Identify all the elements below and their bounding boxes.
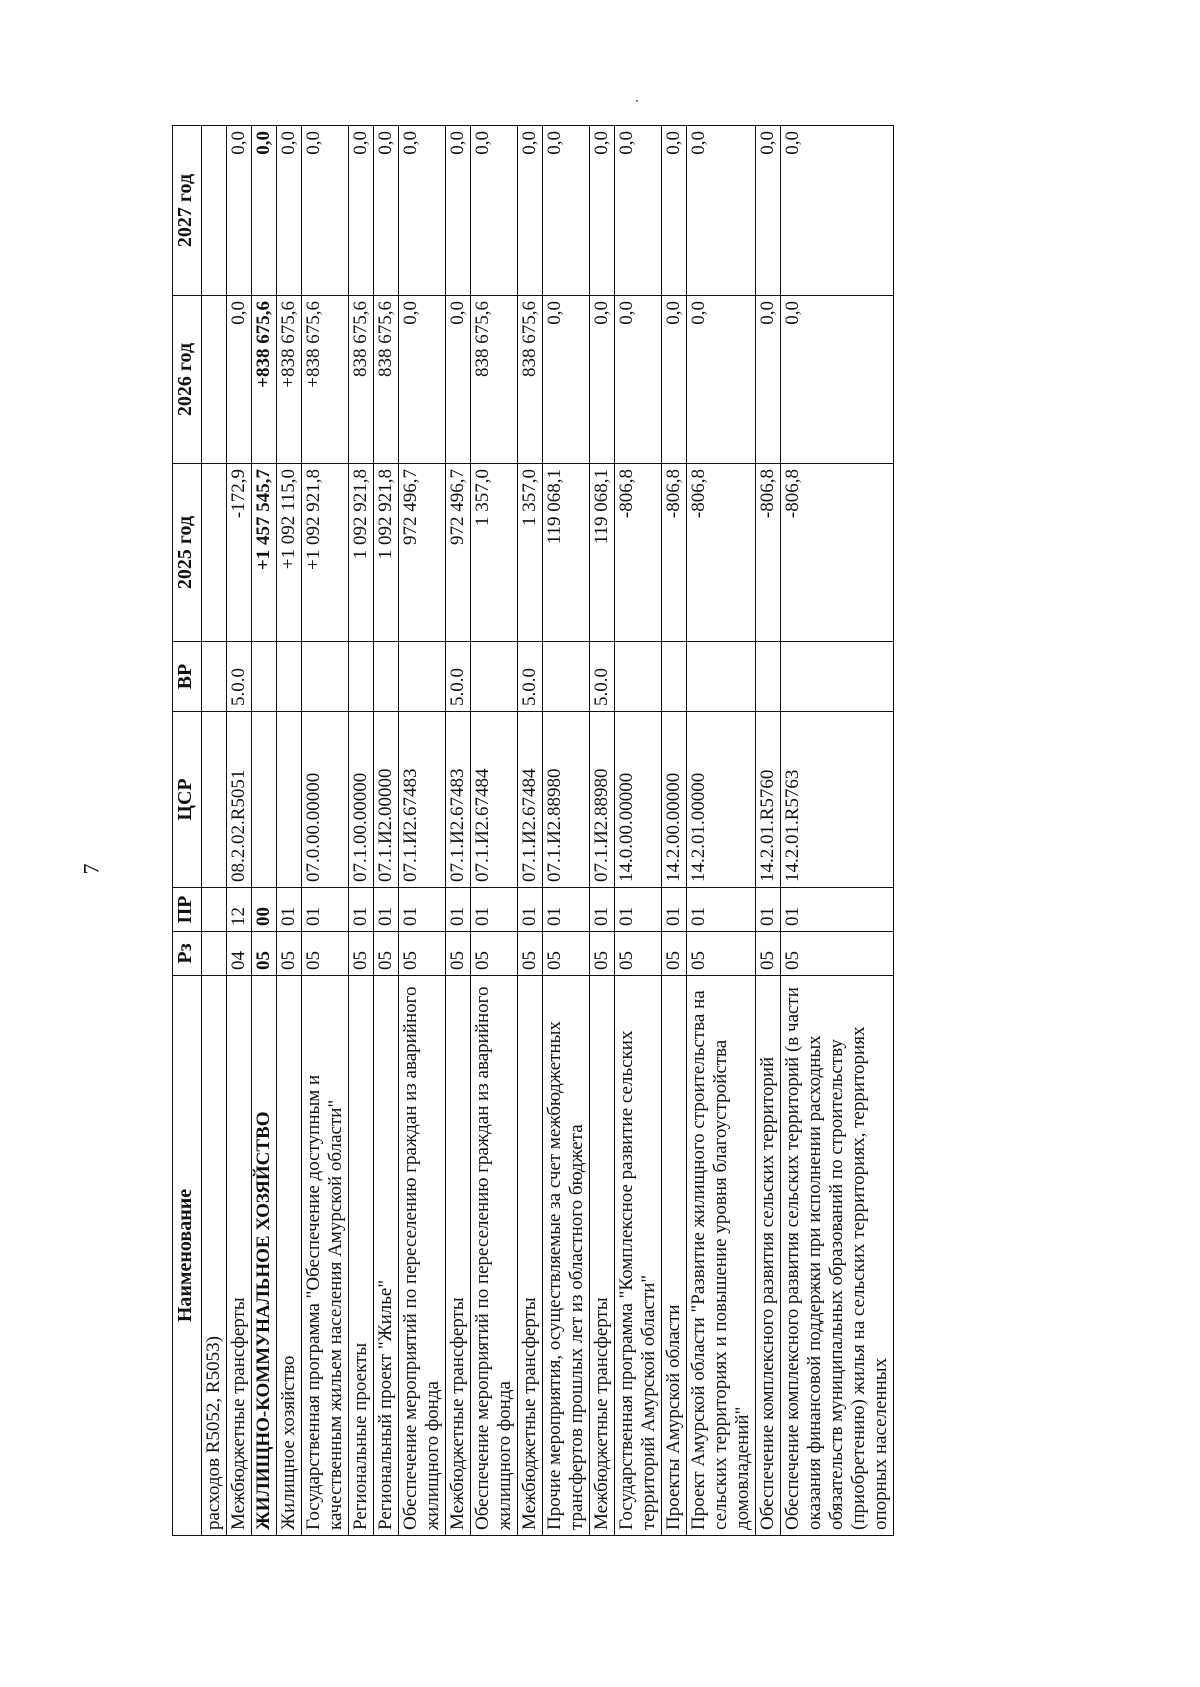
cell-name: Государственная программа "Комплексное развитие сельских территорий Амурской области" [615, 976, 662, 1536]
scan-speck [636, 100, 638, 102]
cell-rz: 05 [615, 932, 662, 976]
cell-rz: 05 [756, 932, 781, 976]
cell-2027: 0,0 [302, 126, 349, 296]
table-row [662, 126, 687, 1536]
cell-2025 [202, 464, 227, 642]
cell-vr [615, 642, 662, 712]
cell-name: Государственная программа "Обеспечение доступным и качественным жильем населения Амурской области" [302, 976, 349, 1536]
cell-rz: 05 [374, 932, 399, 976]
table-row [615, 126, 662, 1536]
cell-name: Обеспечение комплексного развития сельских территорий [756, 976, 781, 1536]
cell-2026: 0,0 [446, 296, 471, 464]
budget-table [172, 125, 894, 1536]
cell-2025: +1 092 115,0 [277, 464, 302, 642]
cell-2026: 838 675,6 [374, 296, 399, 464]
cell-vr: 5.0.0 [518, 642, 543, 712]
cell-csr [202, 712, 227, 888]
header-pr: ПР [173, 888, 202, 932]
cell-vr [756, 642, 781, 712]
table-row [399, 126, 446, 1536]
cell-vr [399, 642, 446, 712]
cell-2025: 972 496,7 [399, 464, 446, 642]
cell-2026: 838 675,6 [471, 296, 518, 464]
table-row [471, 126, 518, 1536]
cell-2026: 0,0 [756, 296, 781, 464]
cell-2026: 0,0 [543, 296, 590, 464]
cell-2025: 119 068,1 [590, 464, 615, 642]
cell-pr: 01 [399, 888, 446, 932]
cell-rz [202, 932, 227, 976]
cell-vr [471, 642, 518, 712]
table-row [781, 126, 894, 1536]
cell-name: Региональные проекты [349, 976, 374, 1536]
cell-name: Межбюджетные трансферты [590, 976, 615, 1536]
cell-2026: 838 675,6 [518, 296, 543, 464]
cell-2027: 0,0 [687, 126, 756, 296]
cell-csr: 07.1.И2.67484 [518, 712, 543, 888]
table-body [202, 126, 894, 1536]
header-2027: 2027 год [173, 126, 202, 296]
cell-name: Проект Амурской области "Развитие жилищного строительства на сельских территориях и повышение уровня благоустройства домовладений" [687, 976, 756, 1536]
cell-csr: 07.1.И2.88980 [590, 712, 615, 888]
cell-rz: 05 [446, 932, 471, 976]
cell-name: Межбюджетные трансферты [518, 976, 543, 1536]
cell-2025: +1 457 545,7 [252, 464, 277, 642]
cell-name: Обеспечение мероприятий по переселению граждан из аварийного жилищного фонда [399, 976, 446, 1536]
cell-rz: 05 [781, 932, 894, 976]
cell-vr [277, 642, 302, 712]
table-row [518, 126, 543, 1536]
cell-2027: 0,0 [662, 126, 687, 296]
cell-pr: 01 [471, 888, 518, 932]
table-row [277, 126, 302, 1536]
cell-2026: +838 675,6 [302, 296, 349, 464]
cell-name: Региональный проект "Жилье" [374, 976, 399, 1536]
cell-vr [252, 642, 277, 712]
cell-name: Обеспечение комплексного развития сельских территорий (в части оказания финансовой поддержки при исполнении расходных обязательств муниципальных образований по строительству (приобретению) жилья на сельских территориях, территориях опорных населенных [781, 976, 894, 1536]
cell-2026: 0,0 [687, 296, 756, 464]
cell-name: Межбюджетные трансферты [446, 976, 471, 1536]
header-rz: Рз [173, 932, 202, 976]
table-row [302, 126, 349, 1536]
cell-2027: 0,0 [227, 126, 252, 296]
cell-csr: 07.1.00.00000 [349, 712, 374, 888]
header-2025: 2025 год [173, 464, 202, 642]
cell-name: Межбюджетные трансферты [227, 976, 252, 1536]
table-row [446, 126, 471, 1536]
cell-name: расходов R5052, R5053) [202, 976, 227, 1536]
cell-rz: 04 [227, 932, 252, 976]
cell-csr: 14.2.01.00000 [687, 712, 756, 888]
table-row [202, 126, 227, 1536]
cell-2027: 0,0 [543, 126, 590, 296]
cell-pr: 01 [781, 888, 894, 932]
table-row [756, 126, 781, 1536]
cell-rz: 05 [349, 932, 374, 976]
header-2026: 2026 год [173, 296, 202, 464]
cell-csr: 14.2.01.R5760 [756, 712, 781, 888]
cell-csr: 14.0.00.00000 [615, 712, 662, 888]
cell-2027 [202, 126, 227, 296]
table-row [687, 126, 756, 1536]
cell-csr [277, 712, 302, 888]
cell-2027: 0,0 [518, 126, 543, 296]
cell-2027: 0,0 [781, 126, 894, 296]
cell-pr: 00 [252, 888, 277, 932]
cell-rz: 05 [471, 932, 518, 976]
cell-2027: 0,0 [252, 126, 277, 296]
cell-2025: 1 092 921,8 [349, 464, 374, 642]
cell-2027: 0,0 [615, 126, 662, 296]
cell-rz: 05 [687, 932, 756, 976]
cell-vr [662, 642, 687, 712]
cell-vr [374, 642, 399, 712]
cell-vr [349, 642, 374, 712]
cell-2025: -806,8 [662, 464, 687, 642]
cell-2027: 0,0 [446, 126, 471, 296]
cell-vr [202, 642, 227, 712]
cell-pr: 01 [615, 888, 662, 932]
cell-csr [252, 712, 277, 888]
cell-2025: 972 496,7 [446, 464, 471, 642]
cell-2027: 0,0 [590, 126, 615, 296]
cell-2027: 0,0 [756, 126, 781, 296]
cell-pr: 01 [518, 888, 543, 932]
cell-rz: 05 [518, 932, 543, 976]
table-row [590, 126, 615, 1536]
cell-2025: -806,8 [687, 464, 756, 642]
rotated-table-container [172, 126, 1082, 1536]
cell-2026: 0,0 [227, 296, 252, 464]
cell-rz: 05 [590, 932, 615, 976]
cell-pr: 01 [543, 888, 590, 932]
cell-name: Жилищное хозяйство [277, 976, 302, 1536]
cell-vr: 5.0.0 [590, 642, 615, 712]
cell-rz: 05 [662, 932, 687, 976]
cell-vr [543, 642, 590, 712]
cell-2026: 0,0 [662, 296, 687, 464]
cell-pr [202, 888, 227, 932]
cell-2025: +1 092 921,8 [302, 464, 349, 642]
cell-2026: 0,0 [590, 296, 615, 464]
cell-rz: 05 [302, 932, 349, 976]
cell-2025: 1 357,0 [518, 464, 543, 642]
cell-pr: 01 [277, 888, 302, 932]
cell-vr: 5.0.0 [227, 642, 252, 712]
table-row [252, 126, 277, 1536]
cell-2027: 0,0 [399, 126, 446, 296]
cell-csr: 08.2.02.R5051 [227, 712, 252, 888]
cell-2025: -806,8 [615, 464, 662, 642]
cell-pr: 01 [374, 888, 399, 932]
cell-vr [302, 642, 349, 712]
cell-csr: 07.1.И2.67484 [471, 712, 518, 888]
cell-pr: 12 [227, 888, 252, 932]
cell-name: Прочие мероприятия, осуществляемые за счет межбюджетных трансфертов прошлых лет из областного бюджета [543, 976, 590, 1536]
cell-rz: 05 [399, 932, 446, 976]
header-vr: ВР [173, 642, 202, 712]
cell-vr [687, 642, 756, 712]
cell-pr: 01 [687, 888, 756, 932]
header-name: Наименование [173, 976, 202, 1536]
cell-2026: 0,0 [615, 296, 662, 464]
cell-pr: 01 [662, 888, 687, 932]
cell-csr: 14.2.01.R5763 [781, 712, 894, 888]
cell-2027: 0,0 [471, 126, 518, 296]
table-row [227, 126, 252, 1536]
table-row [543, 126, 590, 1536]
cell-2027: 0,0 [277, 126, 302, 296]
cell-rz: 05 [543, 932, 590, 976]
cell-csr: 07.1.И2.67483 [446, 712, 471, 888]
cell-rz: 05 [252, 932, 277, 976]
cell-name: Проекты Амурской области [662, 976, 687, 1536]
cell-2025: 1 357,0 [471, 464, 518, 642]
cell-pr: 01 [756, 888, 781, 932]
cell-2025: 1 092 921,8 [374, 464, 399, 642]
cell-pr: 01 [302, 888, 349, 932]
cell-vr [781, 642, 894, 712]
cell-2025: -806,8 [756, 464, 781, 642]
cell-2027: 0,0 [349, 126, 374, 296]
page-number: 7 [78, 863, 104, 875]
cell-2025: 119 068,1 [543, 464, 590, 642]
cell-name: ЖИЛИЩНО-КОММУНАЛЬНОЕ ХОЗЯЙСТВО [252, 976, 277, 1536]
cell-2025: -806,8 [781, 464, 894, 642]
cell-pr: 01 [590, 888, 615, 932]
cell-2025: -172,9 [227, 464, 252, 642]
cell-csr: 14.2.00.00000 [662, 712, 687, 888]
table-row [374, 126, 399, 1536]
cell-2026: +838 675,6 [277, 296, 302, 464]
table-header-row [173, 126, 202, 1536]
cell-2026: +838 675,6 [252, 296, 277, 464]
cell-2027: 0,0 [374, 126, 399, 296]
cell-vr: 5.0.0 [446, 642, 471, 712]
cell-csr: 07.0.00.00000 [302, 712, 349, 888]
cell-2026: 0,0 [781, 296, 894, 464]
cell-pr: 01 [349, 888, 374, 932]
header-csr: ЦСР [173, 712, 202, 888]
cell-csr: 07.1.И2.67483 [399, 712, 446, 888]
cell-name: Обеспечение мероприятий по переселению граждан из аварийного жилищного фонда [471, 976, 518, 1536]
cell-csr: 07.1.И2.88980 [543, 712, 590, 888]
cell-2026: 0,0 [399, 296, 446, 464]
cell-rz: 05 [277, 932, 302, 976]
cell-2026: 838 675,6 [349, 296, 374, 464]
cell-pr: 01 [446, 888, 471, 932]
cell-csr: 07.1.И2.00000 [374, 712, 399, 888]
table-row [349, 126, 374, 1536]
cell-2026 [202, 296, 227, 464]
